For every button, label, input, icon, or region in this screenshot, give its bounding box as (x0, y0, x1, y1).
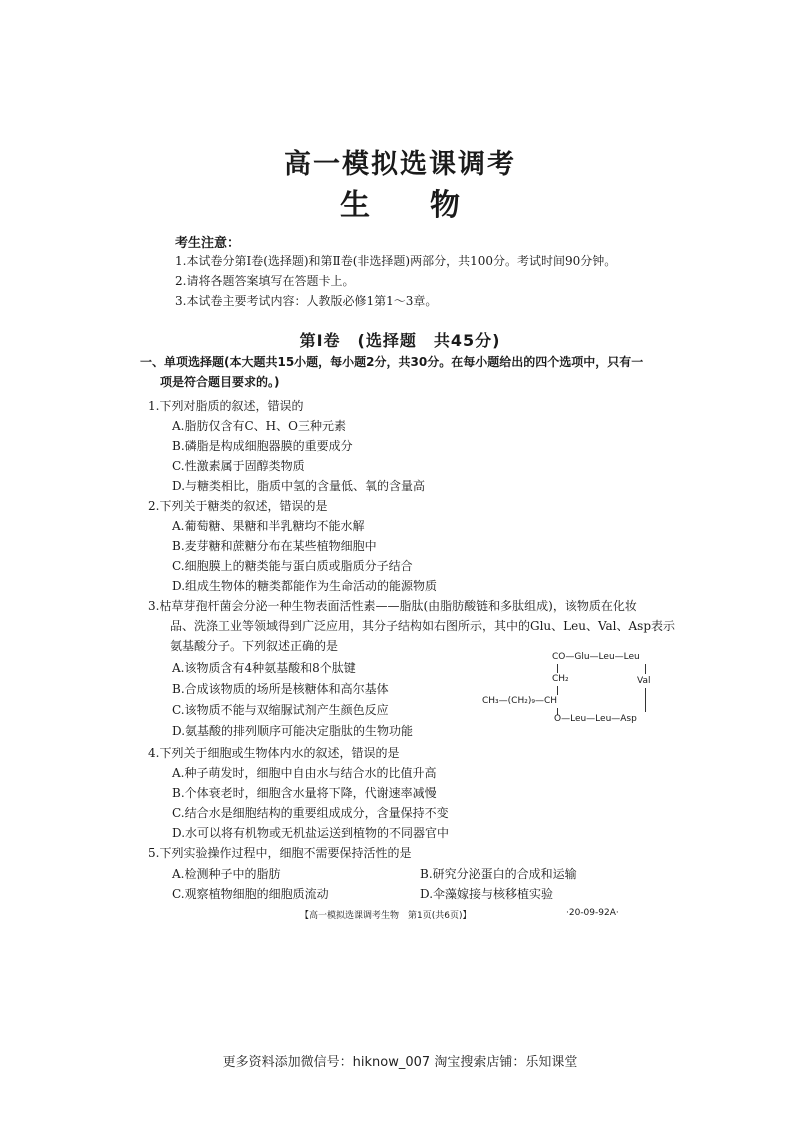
question-5-option: D.伞藻嫁接与核移植实验 (420, 887, 554, 901)
question-3-option: A.该物质含有4种氨基酸和8个肽键 (172, 661, 356, 675)
bond-line (645, 664, 646, 674)
question-1-option: B.磷脂是构成细胞器膜的重要成分 (172, 439, 353, 453)
structure-ch2: CH₂ (552, 674, 569, 684)
notice-item: 1.本试卷分第Ⅰ卷(选择题)和第Ⅱ卷(非选择题)两部分，共100分。考试时间90分钟。 (175, 254, 617, 268)
exam-title: 高一模拟选课调考 (284, 149, 516, 180)
footer-code: ·20-09-92A· (566, 908, 619, 918)
question-5-option: A.检测种子中的脂肪 (172, 867, 281, 881)
question-1-option: C.性激素属于固醇类物质 (172, 459, 305, 473)
section-instruction: 一、单项选择题(本大题共15小题，每小题2分，共30分。在每小题给出的四个选项中，只有一 (140, 355, 644, 369)
question-5-option: C.观察植物细胞的细胞质流动 (172, 887, 329, 901)
notice-heading: 考生注意： (175, 236, 241, 251)
question-1-option: A.脂肪仅含有C、H、O三种元素 (172, 419, 346, 433)
question-2-option: D.组成生物体的糖类都能作为生命活动的能源物质 (172, 579, 438, 593)
notice-item: 3.本试卷主要考试内容：人教版必修1第1～3章。 (175, 294, 438, 308)
question-stem-2: 2.下列关于糖类的叙述，错误的是 (148, 499, 328, 513)
question-stem-5: 5.下列实验操作过程中，细胞不需要保持活性的是 (148, 846, 412, 860)
section-heading: 第Ⅰ卷 (选择题 共45分) (299, 331, 501, 350)
question-stem-3-cont: 氨基酸分子。下列叙述正确的是 (170, 639, 339, 653)
notice-item: 2.请将各题答案填写在答题卡上。 (175, 274, 355, 288)
question-3-option: C.该物质不能与双缩脲试剂产生颜色反应 (172, 703, 389, 717)
bond-line (645, 688, 646, 712)
question-2-option: C.细胞膜上的糖类能与蛋白质或脂质分子结合 (172, 559, 413, 573)
structure-val: Val (637, 676, 651, 686)
subject-title: 生物 (340, 188, 520, 223)
question-stem-1: 1.下列对脂质的叙述，错误的 (148, 399, 304, 413)
question-stem-3-cont: 品、洗涤工业等领域得到广泛应用，其分子结构如右图所示，其中的Glu、Leu、Val、Asp表示 (170, 619, 676, 633)
question-4-option: C.结合水是细胞结构的重要组成成分，含量保持不变 (172, 806, 449, 820)
question-stem-3: 3.枯草芽孢杆菌会分泌一种生物表面活性素——脂肽(由脂肪酸链和多肽组成)，该物质在化妆 (148, 599, 637, 613)
lipopeptide-structure-diagram (482, 650, 682, 740)
question-4-option: D.水可以将有机物或无机盐运送到植物的不同器官中 (172, 826, 450, 840)
question-2-option: B.麦芽糖和蔗糖分布在某些植物细胞中 (172, 539, 377, 553)
structure-fatty-chain: CH₃—(CH₂)₉—CH (482, 696, 558, 706)
page-footer: 【高一模拟选课调考生物 第1页(共6页)】 (300, 911, 472, 921)
question-3-option: B.合成该物质的场所是核糖体和高尔基体 (172, 682, 389, 696)
section-instruction-cont: 项是符合题目要求的。) (160, 375, 280, 389)
question-4-option: B.个体衰老时，细胞含水量将下降，代谢速率减慢 (172, 786, 437, 800)
structure-bottom-chain: O—Leu—Leu—Asp (554, 714, 637, 724)
question-3-option: D.氨基酸的排列顺序可能决定脂肽的生物功能 (172, 724, 414, 738)
question-4-option: A.种子萌发时，细胞中自由水与结合水的比值升高 (172, 766, 437, 780)
question-stem-4: 4.下列关于细胞或生物体内水的叙述，错误的是 (148, 746, 400, 760)
bond-line (557, 664, 558, 673)
question-2-option: A.葡萄糖、果糖和半乳糖均不能水解 (172, 519, 365, 533)
structure-top-chain: CO—Glu—Leu—Leu (552, 652, 640, 662)
watermark-text: 更多资料添加微信号：hiknow_007 淘宝搜索店铺：乐知课堂 (222, 1055, 578, 1070)
question-5-option: B.研究分泌蛋白的合成和运输 (420, 867, 577, 881)
question-1-option: D.与糖类相比，脂质中氢的含量低、氧的含量高 (172, 479, 426, 493)
bond-line (557, 686, 558, 695)
